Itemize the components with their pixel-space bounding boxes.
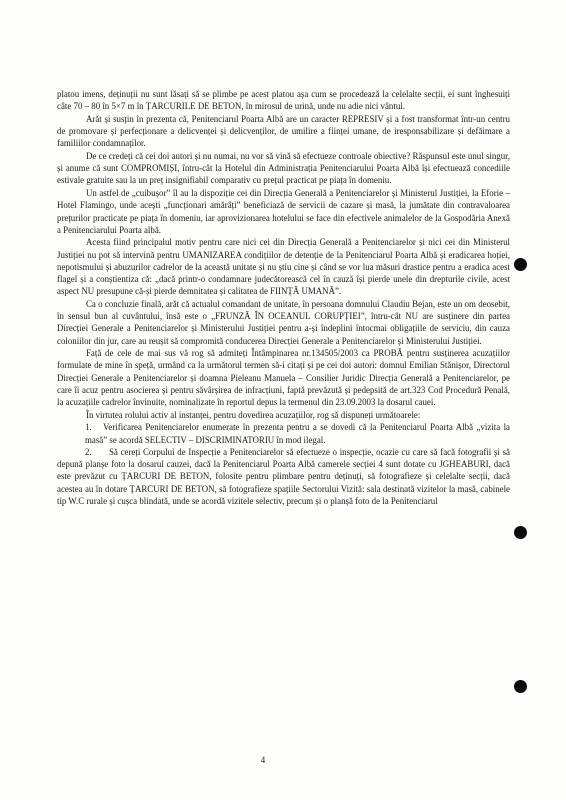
paragraph: De ce credeți că cei doi autori și nu numai, nu vor să vină să efectueze controale obiective? Răspunsul este unul singur, și anume că sunt COMPROMIȘI, întru-cât la Hotelul din Administrația Penitenciarului Poarta Albă își efectuează concediile estivale gratuite sau la un preț insignifiabil comparativ cu prețul practicat pe piața în domeniu.	[57, 151, 510, 186]
paragraph: Arăt și susțin în prezenta că, Penitenciarul Poarta Albă are un caracter REPRESIV și a fost transformat într-un centru de promovare și perfecționare a delicvenței și delicvenților, de umilire a ființei umane, de iresponsabilizare și defăimare a familiilor condamnaților.	[57, 113, 510, 149]
list-item-text: Să cereți Corpului de Inspecție a Penitenciarelor să efectueze o inspecție, ocazie cu care să facă fotografii și să depună planșe foto la dosarul cauzei, dacă la Penitenciarul Poarta Albă camerele secției 4 sunt dotate cu JGHEABURI, dacă este prevăzut cu ȚARCURI DE BETON, folosite pentru plimbare pentru deținuți, să fotografieze și celelalte secții, dacă acestea au în dotare ȚARCURI DE BETON, să fotografieze spațiile Sectorului Vizită: sala destinată vizitelor la masă, cabinele tip W.C rurale și cușca blindată, unde se acordă vizitele selectiv, precum și o planșă foto de la Penitenciarul	[57, 446, 510, 506]
binder-hole	[514, 258, 527, 271]
paragraph: Acesta fiind principalul motiv pentru care nici cei din Direcția Generală a Penitenciarelor și nici cei din Ministerul Justiției nu pot să intervină pentru UMANIZAREA condițiilor de detenție de la Penitenciarul Poarta Albă și eradicarea hoției, nepotismului și abuzurilor cadrelor de la această unitate și nu știu cine și când se vor lua măsuri drastice pentru a eradica acest flagel și a conștientiza că: „dacă printr-o condamnare judecătorească cel în cauză își pierde unele din drepturile civile, acest aspect NU presupune că-și pierde demnitatea și calitatea de FIINȚĂ UMANĂ”.	[57, 237, 510, 297]
list-item	[57, 446, 510, 507]
document-body	[57, 88, 510, 507]
list-item	[57, 421, 510, 445]
page-number: 4	[260, 755, 266, 765]
list-item-number: 2.	[85, 446, 92, 457]
request-list	[57, 421, 510, 506]
list-item-text: Verificarea Penitenciarelor enumerate în prezenta pentru a se dovedi că la Penitenciarul Poarta Albă „vizita la masă” se acordă SELECTIV – DISCRIMINATORIU în mod ilegal.	[85, 422, 510, 445]
paragraph: Față de cele de mai sus vă rog să admiteți Întâmpinarea nr.134505/2003 ca PROBĂ pentru susținerea acuzațiilor formulate de mine în speță, urmând ca la următorul termen să-i citați și pe cei doi autori: domnul Emilian Stănișor, Directorul Direcției Generale a Penitenciarelor și doamna Pieleanu Manuela – Consilier Juridic Direcția Generală a Penitenciarelor, pe care îi acuz pentru asocierea și pentru săvârșirea de infracțiuni, faptă prevăzută și pedepsită de art.323 Cod Procedură Penală, la acuzațiile cadrelor învinuite, nominalizate în reportul depus la termenul din 23.09.2003 la dosarul cauei.	[57, 348, 510, 408]
paragraph: Ca o concluzie finală, arăt că actualul comandant de unitate, în persoana domnului Claudiu Bejan, este un om deosebit, în sensul bun al cuvântului, însă este o „FRUNZĂ ÎN OCEANUL CORUPȚIEI”, întru-cât NU are susținere din partea Direcției Generale a Penitenciarelor și Ministerului Justiției pentru a-și îndeplini întocmai obligațiile de serviciu, din cauza coloniilor din jur, care au reușit să compromită conducerea Direcției Generale a Penitenciarelor și Ministerului Justiției.	[57, 298, 510, 346]
list-item-number: 1.	[85, 422, 92, 433]
binder-hole	[514, 680, 527, 693]
binder-hole	[514, 526, 527, 539]
paragraph: platou imens, deținuții nu sunt lăsați să se plimbe pe acest platou așa cum se procedează la celelalte secții, ei sunt înghesuiți câte 70 – 80 în 5×7 m în ȚARCURILE DE BETON, în mirosul de urină, unde nu adie nici vântul.	[57, 89, 510, 112]
paragraph: În virtutea rolului activ al instanței, pentru dovedirea acuzațiilor, rog să dispuneți următoarele:	[86, 409, 421, 420]
paragraph: Un astfel de „cuibușor” îl au la dispoziție cei din Direcția Generală a Penitenciarelor și Ministerul Justiției, la Eforie – Hotel Flamingo, unde acești „funcționari amărâți” beneficiază de servicii de cazare și masă, la jumătate din contravaloarea prețurilor practicate pe piața în domeniu, iar aprovizionarea hotelului se face din efectivele animalelor de la Gospodăria Anexă a Penitenciarului Poarta albă.	[57, 188, 510, 235]
